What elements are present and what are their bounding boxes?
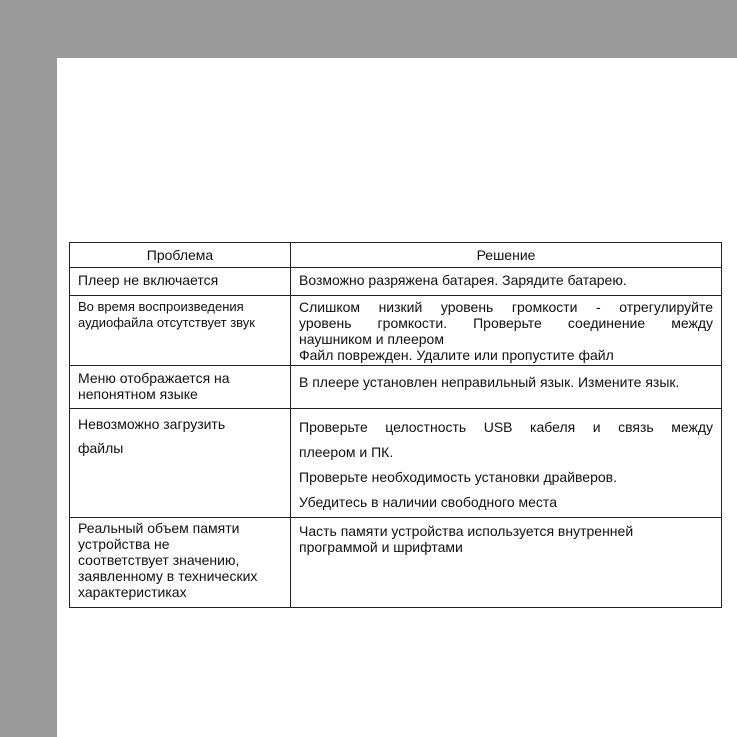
problem-text: соответствует значению, <box>78 552 240 568</box>
solution-text: Слишком низкий уровень громкости - отрегулируйте <box>299 299 713 315</box>
solution-text: уровень громкости. Проверьте соединение между <box>299 315 713 331</box>
problem-text: аудиофайла отсутствует звук <box>78 315 255 330</box>
solution-cell <box>291 409 722 518</box>
solution-text: Проверьте целостность USB кабеля и связь между <box>299 419 713 435</box>
problem-text: Плеер не включается <box>78 272 219 288</box>
table-row <box>70 296 722 366</box>
problem-cell <box>70 366 291 409</box>
table-row <box>70 518 722 608</box>
solution-text: Файл поврежден. Удалите или пропустите файл <box>299 347 614 363</box>
problem-text: Невозможно загрузить <box>78 416 226 432</box>
solution-text: наушником и плеером <box>299 331 444 347</box>
problem-cell <box>70 518 291 608</box>
problem-cell <box>70 296 291 366</box>
solution-text: В плеере установлен неправильный язык. Измените язык. <box>299 374 680 390</box>
table-row <box>70 268 722 296</box>
problem-text: Реальный объем памяти <box>78 520 240 536</box>
solution-cell <box>291 366 722 409</box>
solution-text: программой и шрифтами <box>299 539 463 555</box>
solution-text: Убедитесь в наличии свободного места <box>299 494 557 510</box>
solution-cell <box>291 296 722 366</box>
header-solution: Решение <box>291 243 722 268</box>
header-problem: Проблема <box>70 243 291 268</box>
problem-text: файлы <box>78 440 124 456</box>
document-page <box>57 58 737 737</box>
problem-cell <box>70 268 291 296</box>
problem-text: устройства не <box>78 536 170 552</box>
table-row <box>70 409 722 518</box>
problem-text: Меню отображается на <box>78 370 230 386</box>
solution-text: Возможно разряжена батарея. Зарядите батарею. <box>299 272 627 288</box>
problem-text: характеристиках <box>78 584 187 600</box>
problem-cell <box>70 409 291 518</box>
solution-text: Часть памяти устройства используется внутренней <box>299 523 634 539</box>
problem-text: Во время воспроизведения <box>78 299 244 314</box>
problem-text: непонятном языке <box>78 386 198 402</box>
troubleshooting-table <box>69 242 722 608</box>
solution-text: Проверьте необходимость установки драйверов. <box>299 469 617 485</box>
table-row <box>70 366 722 409</box>
problem-text: заявленному в технических <box>78 568 258 584</box>
solution-cell <box>291 518 722 608</box>
table-header-row <box>70 243 722 268</box>
solution-text: плеером и ПК. <box>299 444 394 460</box>
solution-cell <box>291 268 722 296</box>
